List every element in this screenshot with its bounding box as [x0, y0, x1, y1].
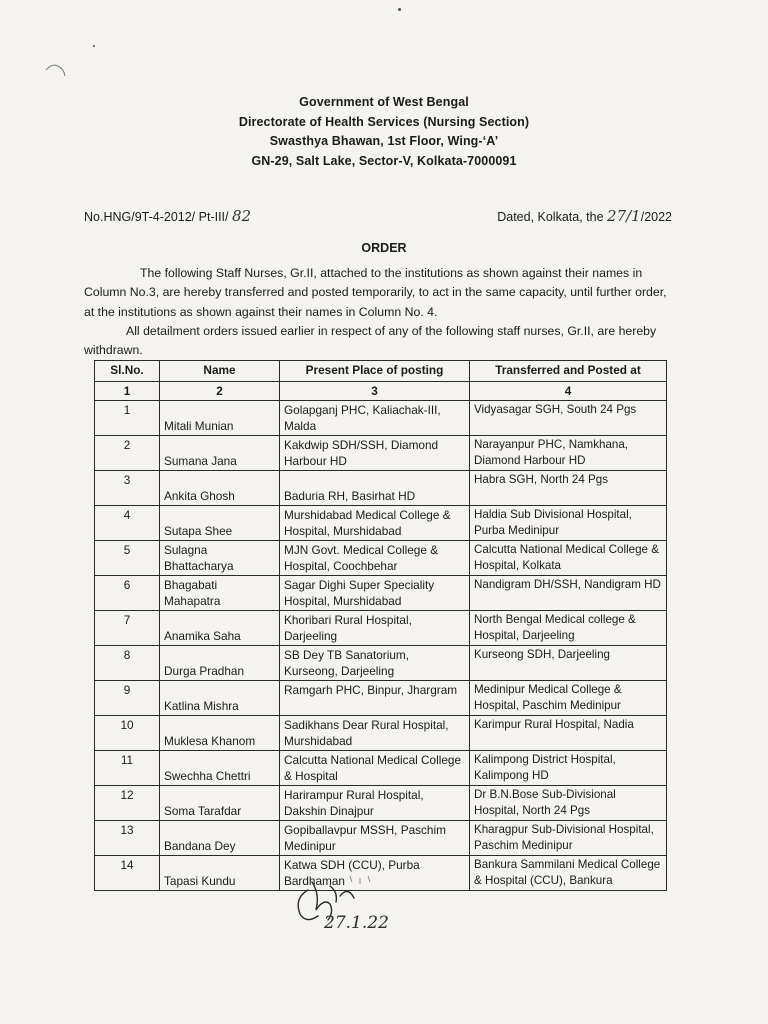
cell-transferred: Haldia Sub Divisional Hospital, Purba Medinipur — [470, 505, 667, 540]
cell-sl: 8 — [95, 645, 160, 680]
cell-sl: 9 — [95, 680, 160, 715]
table-row — [95, 785, 667, 820]
order-paragraph-withdrawal: All detailment orders issued earlier in respect of any of the following staff nurses, Gr.II, are hereby withdrawn. — [84, 324, 657, 358]
table-column-number-row — [95, 382, 667, 401]
dated-line: Dated, Kolkata, the 27/1/2022 — [497, 207, 672, 225]
cell-sl: 14 — [95, 855, 160, 890]
cell-name: Mitali Munian — [160, 401, 280, 436]
header-name: Name — [160, 361, 280, 382]
cell-name: Bandana Dey — [160, 820, 280, 855]
cell-sl: 11 — [95, 750, 160, 785]
cell-sl: 1 — [95, 401, 160, 436]
scan-speck — [398, 8, 401, 11]
memo-number-handwritten: 82 — [231, 207, 252, 225]
cell-present: Khoribari Rural Hospital, Darjeeling — [280, 610, 470, 645]
table-row — [95, 436, 667, 471]
cell-present: MJN Govt. Medical College & Hospital, Coochbehar — [280, 540, 470, 575]
cell-name: Tapasi Kundu — [160, 855, 280, 890]
letterhead-line-directorate: Directorate of Health Services (Nursing Section) — [238, 114, 530, 129]
cell-transferred: Nandigram DH/SSH, Nandigram HD — [470, 575, 667, 610]
signature-icon — [290, 868, 430, 938]
header-transferred-to: Transferred and Posted at — [470, 361, 667, 382]
cell-name: Swechha Chettri — [160, 750, 280, 785]
cell-name: Ankita Ghosh — [160, 471, 280, 506]
order-title: ORDER — [361, 241, 407, 255]
table-row — [95, 575, 667, 610]
cell-present: Golapganj PHC, Kaliachak-III, Malda — [280, 401, 470, 436]
table-row — [95, 750, 667, 785]
scan-mark-icon — [44, 62, 68, 78]
table-row — [95, 471, 667, 506]
cell-transferred: Habra SGH, North 24 Pgs — [470, 471, 667, 506]
table-header-row — [95, 361, 667, 382]
column-number-3: 3 — [280, 382, 470, 401]
cell-sl: 13 — [95, 820, 160, 855]
cell-name: Sumana Jana — [160, 436, 280, 471]
cell-sl: 2 — [95, 436, 160, 471]
table-row — [95, 645, 667, 680]
header-present-posting: Present Place of posting — [280, 361, 470, 382]
cell-transferred: Kalimpong District Hospital, Kalimpong HD — [470, 750, 667, 785]
cell-present: Ramgarh PHC, Binpur, Jhargram — [280, 680, 470, 715]
cell-sl: 4 — [95, 505, 160, 540]
cell-transferred: Calcutta National Medical College & Hospital, Kolkata — [470, 540, 667, 575]
table-row — [95, 540, 667, 575]
cell-transferred: Medinipur Medical College & Hospital, Paschim Medinipur — [470, 680, 667, 715]
transfer-table — [94, 360, 667, 891]
memo-number: No.HNG/9T-4-2012/ Pt-III/ 82 — [84, 207, 252, 225]
cell-transferred: Dr B.N.Bose Sub-Divisional Hospital, North 24 Pgs — [470, 785, 667, 820]
cell-present: Calcutta National Medical College & Hospital — [280, 750, 470, 785]
cell-sl: 10 — [95, 715, 160, 750]
cell-present: Kakdwip SDH/SSH, Diamond Harbour HD — [280, 436, 470, 471]
column-number-4: 4 — [470, 382, 667, 401]
cell-present: Harirampur Rural Hospital, Dakshin Dinajpur — [280, 785, 470, 820]
table-row — [95, 401, 667, 436]
cell-transferred: Kurseong SDH, Darjeeling — [470, 645, 667, 680]
cell-name: Sulagna Bhattacharya — [160, 540, 280, 575]
letterhead-line-government: Government of West Bengal — [299, 95, 469, 109]
cell-transferred: Narayanpur PHC, Namkhana, Diamond Harbour HD — [470, 436, 667, 471]
cell-name: Katlina Mishra — [160, 680, 280, 715]
table-row — [95, 505, 667, 540]
column-number-2: 2 — [160, 382, 280, 401]
table-row — [95, 610, 667, 645]
letterhead — [0, 93, 768, 171]
table-row — [95, 680, 667, 715]
cell-sl: 7 — [95, 610, 160, 645]
date-handwritten: 27/1 — [607, 207, 641, 225]
cell-transferred: Kharagpur Sub-Divisional Hospital, Paschim Medinipur — [470, 820, 667, 855]
cell-transferred: Vidyasagar SGH, South 24 Pgs — [470, 401, 667, 436]
signature-date: 27.1.22 — [324, 913, 389, 933]
cell-sl: 12 — [95, 785, 160, 820]
order-paragraph-transfer: The following Staff Nurses, Gr.II, attached to the institutions as shown against their names in Column No.3, are hereby transferred and posted temporarily, to act in the same capacity, until further order, at the institutions as shown against their names in Column No. 4. — [84, 266, 667, 319]
table-row — [95, 820, 667, 855]
cell-present: Katwa SDH (CCU), Purba Bardhaman — [280, 855, 470, 890]
cell-name: Anamika Saha — [160, 610, 280, 645]
cell-present: Sadikhans Dear Rural Hospital, Murshidabad — [280, 715, 470, 750]
table-row — [95, 715, 667, 750]
header-sl-no: Sl.No. — [95, 361, 160, 382]
cell-name: Durga Pradhan — [160, 645, 280, 680]
cell-present: Sagar Dighi Super Speciality Hospital, Murshidabad — [280, 575, 470, 610]
cell-name: Sutapa Shee — [160, 505, 280, 540]
cell-present: Gopiballavpur MSSH, Paschim Medinipur — [280, 820, 470, 855]
cell-present: SB Dey TB Sanatorium, Kurseong, Darjeeling — [280, 645, 470, 680]
letterhead-line-address: GN-29, Salt Lake, Sector-V, Kolkata-7000091 — [251, 153, 517, 168]
cell-transferred: Karimpur Rural Hospital, Nadia — [470, 715, 667, 750]
cell-name: Muklesa Khanom — [160, 715, 280, 750]
cell-transferred: Bankura Sammilani Medical College & Hospital (CCU), Bankura — [470, 855, 667, 890]
cell-sl: 6 — [95, 575, 160, 610]
cell-transferred: North Bengal Medical college & Hospital, Darjeeling — [470, 610, 667, 645]
column-number-1: 1 — [95, 382, 160, 401]
cell-present: Baduria RH, Basirhat HD — [280, 471, 470, 506]
cell-sl: 3 — [95, 471, 160, 506]
cell-present: Murshidabad Medical College & Hospital, Murshidabad — [280, 505, 470, 540]
cell-name: Soma Tarafdar — [160, 785, 280, 820]
cell-sl: 5 — [95, 540, 160, 575]
letterhead-line-building: Swasthya Bhawan, 1st Floor, Wing-‘A’ — [269, 134, 499, 148]
scan-speck — [93, 45, 95, 47]
cell-name: Bhagabati Mahapatra — [160, 575, 280, 610]
